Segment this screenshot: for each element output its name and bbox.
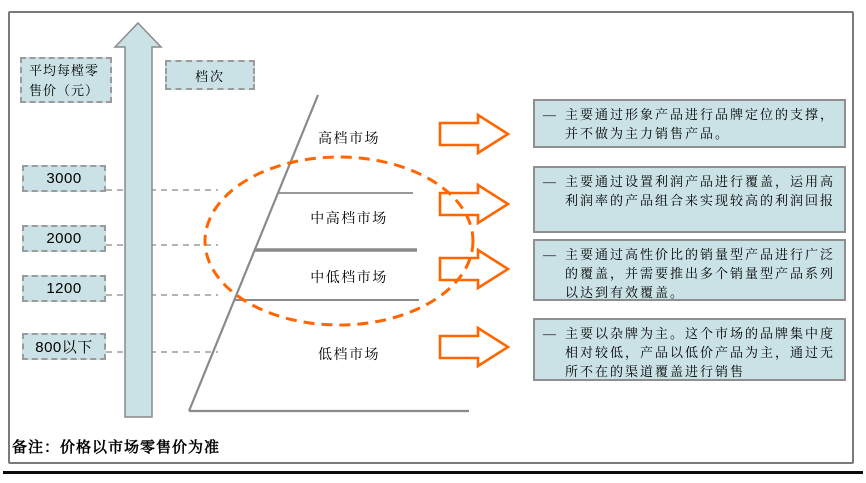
- grade-axis-label: 档次: [165, 60, 255, 90]
- annotation-text: 主要通过高性价比的销量型产品进行广泛的覆盖，并需要推出多个销量型产品系列以达到有效覆盖。: [565, 247, 836, 300]
- tier-label-high-end: 高档市场: [318, 132, 380, 147]
- price-tick-800: 800以下: [22, 333, 106, 360]
- annotation-text: 主要通过形象产品进行品牌定位的支撑，并不做为主力销售产品。: [565, 107, 836, 141]
- tier-label-low-end: 低档市场: [318, 348, 380, 363]
- annotation-text: 主要通过设置利润产品进行覆盖，运用高利润率的产品组合来实现较高的利润回报: [565, 174, 836, 208]
- slide-bottom-rule: [3, 471, 863, 474]
- price-tick-2000: 2000: [22, 225, 106, 252]
- tier-label-mid-low: 中低档市场: [310, 271, 388, 286]
- tier-label-mid-high: 中高档市场: [310, 212, 388, 227]
- footnote: 备注：价格以市场零售价为准: [12, 440, 221, 456]
- dash-bullet: —: [543, 107, 556, 122]
- annotation-box-mid-low: [533, 239, 846, 301]
- annotation-arrow-1: [440, 115, 508, 153]
- dash-bullet: —: [543, 174, 556, 189]
- annotation-arrow-4: [440, 328, 508, 366]
- annotation-text: 主要以杂牌为主。这个市场的品牌集中度相对较低，产品以低价产品为主，通过无所不在的渠道覆盖进行销售: [565, 326, 836, 379]
- price-tick-3000: 3000: [22, 165, 106, 192]
- annotation-box-mid-high: [533, 166, 846, 233]
- annotation-box-high-end: [533, 99, 846, 148]
- annotation-arrow-2: [440, 185, 508, 223]
- dash-bullet: —: [543, 247, 556, 262]
- price-axis-label: 平均每樘零售价（元）: [20, 57, 112, 103]
- dash-bullet: —: [543, 326, 556, 341]
- annotation-box-low-end: [533, 318, 846, 381]
- price-axis-up-arrow: [115, 23, 161, 417]
- annotation-arrow-3: [440, 250, 508, 288]
- price-tick-1200: 1200: [22, 275, 106, 302]
